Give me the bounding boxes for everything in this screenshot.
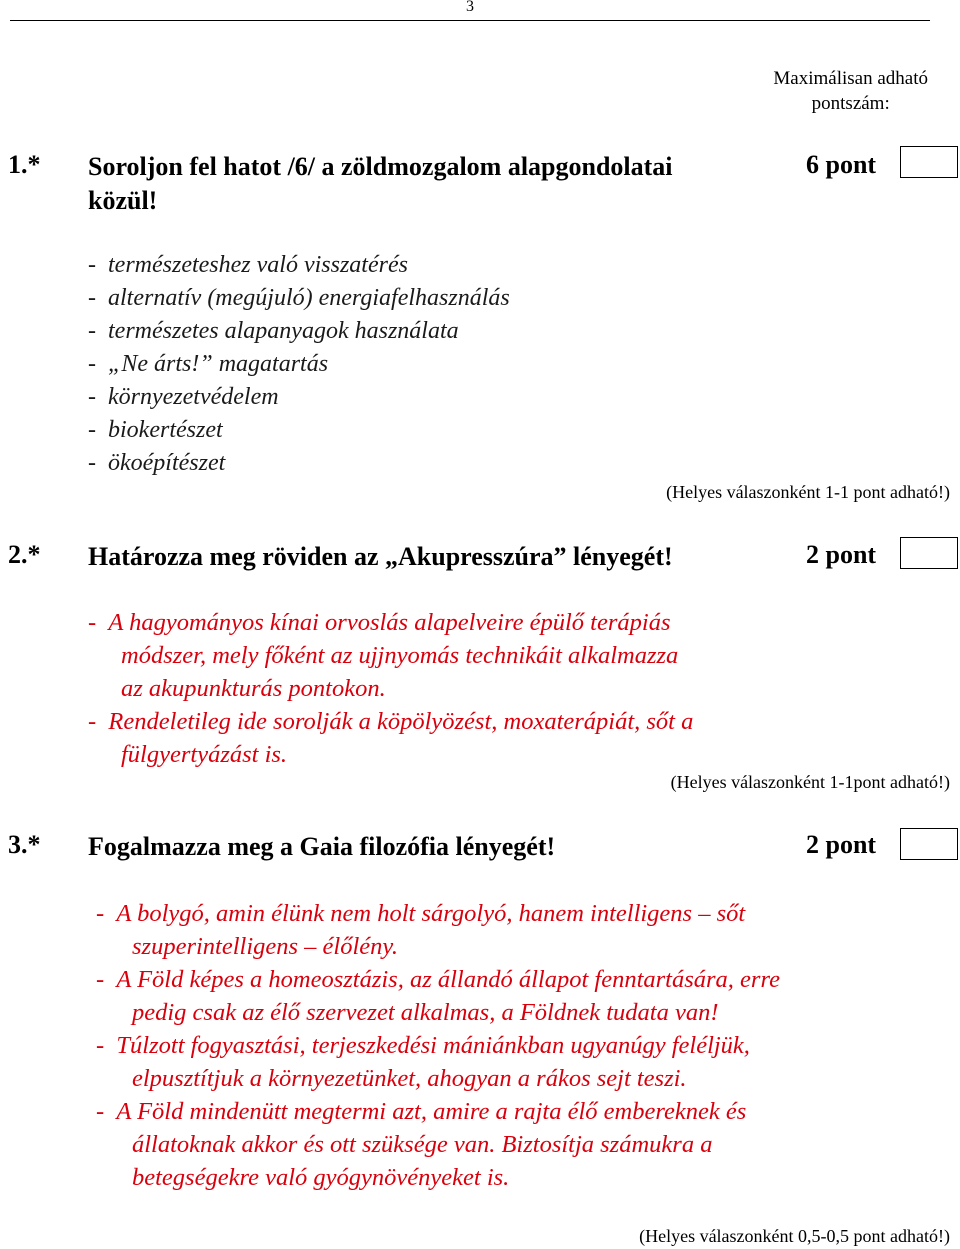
header-rule xyxy=(10,20,930,21)
q1-list-item: - alternatív (megújuló) energiafelhasználás xyxy=(88,285,510,311)
q2-answer-line: módszer, mely főként az ujjnyomás technikáit alkalmazza xyxy=(121,642,679,669)
max-points-label xyxy=(773,66,928,116)
q2-number: 2.* xyxy=(8,540,41,569)
q3-answer-line: - A Föld képes a homeosztázis, az állandó állapot fenntartására, erre xyxy=(96,966,780,993)
q3-answer-line: - A bolygó, amin élünk nem holt sárgolyó, hanem intelligens – sőt xyxy=(96,900,746,927)
q1-list-item: - „Ne árts!” magatartás xyxy=(88,351,329,377)
q1-scoring-note: (Helyes válaszonként 1-1 pont adható!) xyxy=(666,482,950,502)
q3-scoring-note: (Helyes válaszonként 0,5-0,5 pont adható!) xyxy=(639,1226,950,1246)
q2-answer-line: az akupunkturás pontokon. xyxy=(121,675,386,702)
q1-list-item: - természeteshez való visszatérés xyxy=(88,252,408,278)
q3-answer-line: állatoknak akkor és ott szüksége van. Biztosítja számukra a xyxy=(132,1131,713,1158)
q3-answer-line: betegségekre való gyógynövényeket is. xyxy=(132,1164,510,1191)
q3-answer-line: elpusztítjuk a környezetünket, ahogyan a rákos sejt teszi. xyxy=(132,1065,687,1092)
q2-scoring-note: (Helyes válaszonként 1-1pont adható!) xyxy=(670,772,950,792)
q3-number: 3.* xyxy=(8,830,41,859)
q3-answer-line: - A Föld mindenütt megtermi azt, amire a rajta élő embereknek és xyxy=(96,1098,747,1125)
q2-answer-line: fülgyertyázást is. xyxy=(121,741,288,768)
q1-score-box[interactable] xyxy=(900,146,958,178)
q1-item-text: „Ne árts!” magatartás xyxy=(108,351,329,377)
q1-item-text: környezetvédelem xyxy=(108,384,279,410)
q3-answer-text: A Föld képes a homeosztázis, az állandó állapot fenntartására, erre xyxy=(116,966,780,993)
q3-answer-text: Túlzott fogyasztási, terjeszkedési mániánkban ugyanúgy feléljük, xyxy=(116,1032,750,1059)
q3-answer-text: A bolygó, amin élünk nem holt sárgolyó, hanem intelligens – sőt xyxy=(116,900,746,927)
q3-score-box[interactable] xyxy=(900,828,958,860)
q1-question-line1: Soroljon fel hatot /6/ a zöldmozgalom alapgondolatai xyxy=(88,152,673,181)
page-number: 3 xyxy=(466,0,474,15)
q1-list-item: - ökoépítészet xyxy=(88,450,226,476)
q1-item-text: ökoépítészet xyxy=(108,450,226,476)
max-points-label-line1: Maximálisan adható xyxy=(773,68,928,89)
q2-answer-text: Rendeletileg ide sorolják a köpölyözést, moxaterápiát, sőt a xyxy=(108,708,694,735)
q1-list-item: - természetes alapanyagok használata xyxy=(88,318,459,344)
q1-list-item: - környezetvédelem xyxy=(88,384,279,410)
q1-question-line2: közül! xyxy=(88,186,158,215)
q2-score-box[interactable] xyxy=(900,537,958,569)
q1-list-item: - biokertészet xyxy=(88,417,223,443)
q2-question: Határozza meg röviden az „Akupresszúra” lényegét! xyxy=(88,542,673,571)
q1-points: 6 pont xyxy=(806,150,877,179)
q1-item-text: biokertészet xyxy=(108,417,223,443)
q1-item-text: természetes alapanyagok használata xyxy=(108,318,459,344)
q1-item-text: alternatív (megújuló) energiafelhasználás xyxy=(108,285,510,311)
q3-question: Fogalmazza meg a Gaia filozófia lényegét! xyxy=(88,832,556,861)
q2-answer-text: A hagyományos kínai orvoslás alapelveire épülő terápiás xyxy=(108,609,671,636)
max-points-label-line2: pontszám: xyxy=(811,93,890,114)
q1-number: 1.* xyxy=(8,150,41,179)
q2-answer-line: - A hagyományos kínai orvoslás alapelveire épülő terápiás xyxy=(88,609,671,636)
q3-points: 2 pont xyxy=(806,830,877,859)
q3-answer-line: - Túlzott fogyasztási, terjeszkedési mániánkban ugyanúgy feléljük, xyxy=(96,1032,750,1059)
q2-points: 2 pont xyxy=(806,540,877,569)
q3-answer-line: pedig csak az élő szervezet alkalmas, a Földnek tudata van! xyxy=(132,999,719,1026)
q2-answer-line: - Rendeletileg ide sorolják a köpölyözést, moxaterápiát, sőt a xyxy=(88,708,694,735)
q3-answer-text: A Föld mindenütt megtermi azt, amire a rajta élő embereknek és xyxy=(116,1098,747,1125)
q1-item-text: természeteshez való visszatérés xyxy=(108,252,408,278)
q3-answer-line: szuperintelligens – élőlény. xyxy=(132,933,399,960)
